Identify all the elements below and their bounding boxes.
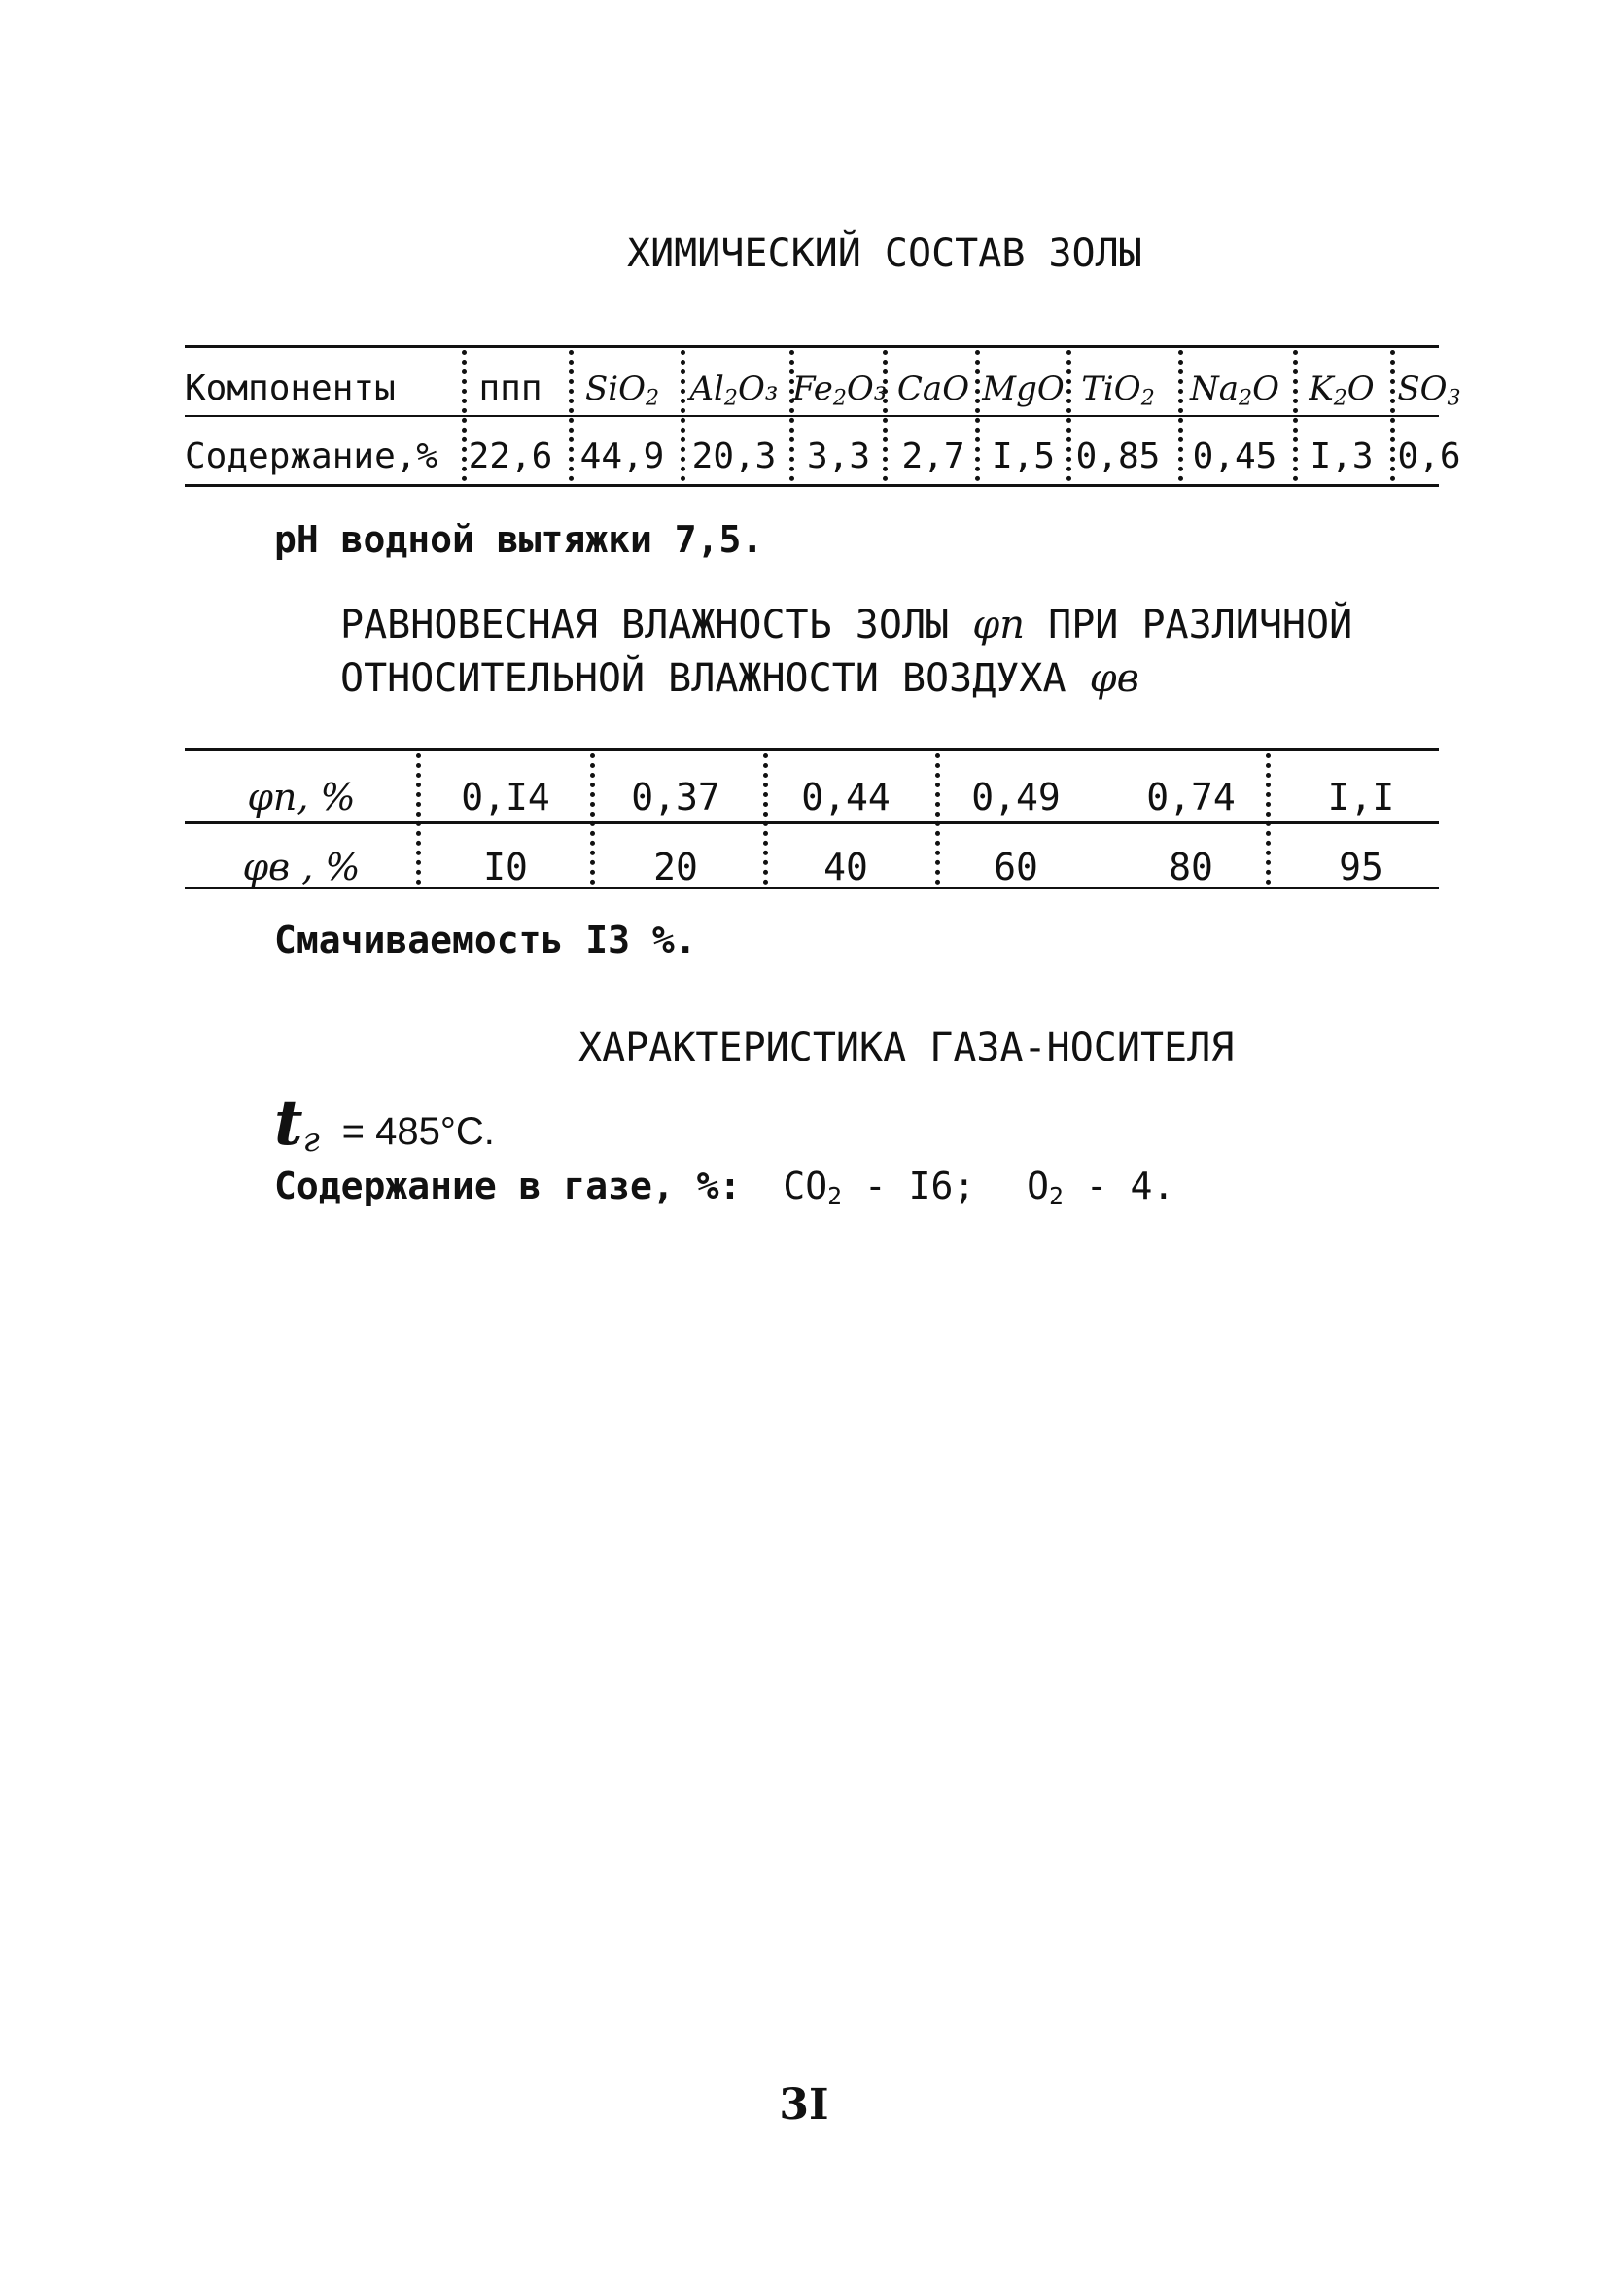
column-separator (681, 350, 685, 481)
component-cell: $K_2O$ (1309, 369, 1375, 411)
component-cell: MgO (982, 369, 1065, 408)
wettability-note: Смачиваемость I3 %. (274, 919, 697, 961)
value-cell: I,5 (991, 436, 1056, 476)
column-separator (569, 350, 574, 481)
column-separator (763, 753, 768, 885)
table2-row1-label: φп, % (247, 776, 356, 818)
table2-top-rule (185, 748, 1439, 751)
component-cell: ппп (478, 368, 542, 408)
component-cell: CaO (896, 369, 970, 408)
phi-n-symbol: φп (972, 603, 1026, 647)
section2-title-line1: РАВНОВЕСНАЯ ВЛАЖНОСТЬ ЗОЛЫ φп ПРИ РАЗЛИЧНОЙ (340, 603, 1353, 647)
humidity-n-value: 0,74 (1146, 776, 1236, 818)
value-cell: 3,3 (806, 436, 871, 476)
value-cell: 20,3 (691, 436, 777, 476)
column-separator (789, 350, 794, 481)
component-cell: $Al_2O_3$ (689, 369, 779, 411)
column-separator (935, 753, 940, 885)
humidity-n-value: I,I (1327, 776, 1395, 818)
gas-composition: Содержание в газе, %: $CO_2 - I6$; $O_2 - 4$. (274, 1165, 1175, 1211)
value-cell: I,3 (1310, 436, 1374, 476)
humidity-v-value: 95 (1339, 846, 1383, 888)
value-cell: 0,85 (1075, 436, 1161, 476)
column-separator (883, 350, 888, 481)
humidity-v-value: 40 (823, 846, 868, 888)
column-separator (1390, 350, 1395, 481)
column-separator (1266, 753, 1271, 885)
value-cell: 22,6 (468, 436, 553, 476)
value-cell: 0,6 (1397, 436, 1461, 476)
table1-row-label: Содержание,% (185, 436, 438, 476)
column-separator (590, 753, 595, 885)
section2-title-line2: ОТНОСИТЕЛЬНОЙ ВЛАЖНОСТИ ВОЗДУХА φв (340, 656, 1139, 701)
component-cell: $Na_2O$ (1190, 369, 1279, 411)
component-cell: SiO$_2$ (584, 369, 660, 411)
humidity-n-value: 0,49 (971, 776, 1061, 818)
column-separator (416, 753, 421, 885)
page-number: 3I (779, 2080, 829, 2130)
column-separator (975, 350, 980, 481)
humidity-n-value: 0,44 (801, 776, 891, 818)
column-separator (462, 350, 467, 481)
value-cell: 0,45 (1192, 436, 1277, 476)
table1-value-row (185, 428, 1461, 486)
section1-title: ХИМИЧЕСКИЙ СОСТАВ ЗОЛЫ (627, 231, 1142, 276)
table2-row2-label: φв , % (242, 846, 361, 888)
table1-top-rule (185, 345, 1439, 348)
value-cell: 44,9 (579, 436, 665, 476)
column-separator (1066, 350, 1071, 481)
component-cell: TiO$_2$ (1081, 369, 1155, 411)
section3-title: ХАРАКТЕРИСТИКА ГАЗА-НОСИТЕЛЯ (578, 1026, 1235, 1070)
humidity-n-value: 0,I4 (461, 776, 550, 818)
humidity-v-value: 60 (994, 846, 1038, 888)
component-cell: $SO_3$ (1397, 369, 1461, 411)
phi-v-symbol: φв (1089, 656, 1139, 701)
humidity-v-value: I0 (483, 846, 528, 888)
ph-note: pH водной вытяжки 7,5. (274, 518, 764, 561)
table1-header-row (185, 360, 1461, 418)
column-separator (1178, 350, 1183, 481)
column-separator (1293, 350, 1298, 481)
component-cell: $Fe_2O_3$ (792, 369, 888, 411)
humidity-v-value: 80 (1169, 846, 1213, 888)
gas-temperature: tг = 485°С. (274, 1087, 495, 1160)
table1-header-label: Компоненты (185, 368, 396, 408)
humidity-v-value: 20 (653, 846, 698, 888)
value-cell: 2,7 (901, 436, 965, 476)
humidity-n-value: 0,37 (631, 776, 720, 818)
